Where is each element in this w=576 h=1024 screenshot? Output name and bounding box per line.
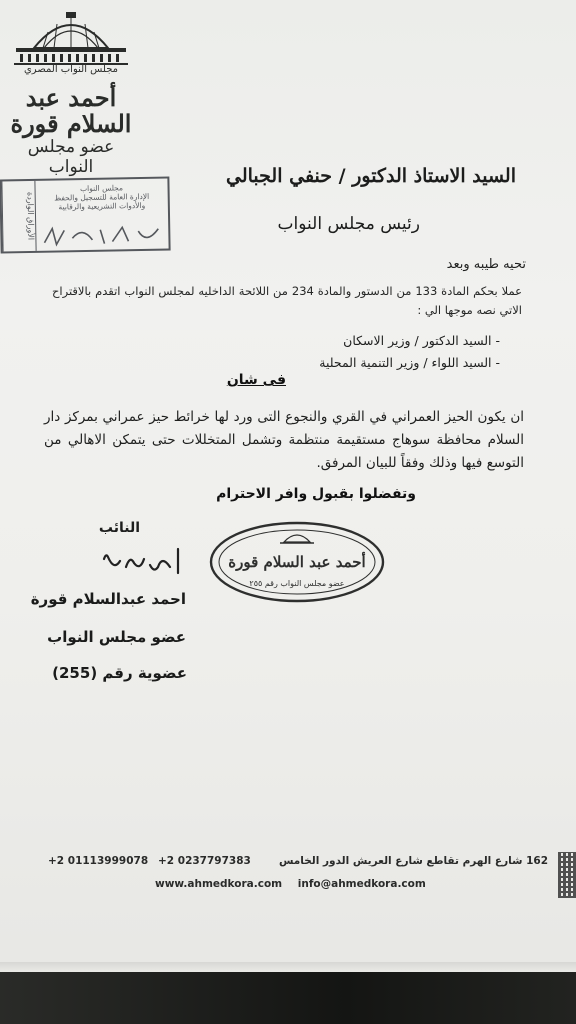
- representative-name-logo: أحمد عبد السلام قورة: [10, 83, 132, 138]
- signatory-role: عضو مجلس النواب: [47, 628, 186, 646]
- addressee-title: رئيس مجلس النواب: [277, 214, 420, 234]
- subject-label: فى شان: [226, 372, 286, 388]
- seal-caption: عضو مجلس النواب رقم ٢٥٥: [249, 579, 345, 588]
- addressee-heading: السيد الاستاذ الدكتور / حنفي الجبالي: [226, 165, 516, 187]
- stamp-line: والأدوات التشريعية والرقابية: [58, 200, 146, 212]
- membership-number: عضوية رقم (255): [52, 664, 187, 682]
- letterhead-logo: [4, 8, 138, 177]
- qr-code-icon: [558, 852, 576, 898]
- representative-title-logo: عضو مجلس النواب: [27, 137, 115, 177]
- footer-email-link[interactable]: info@ahmedkora.com: [297, 878, 426, 890]
- seal-name: أحمد عبد السلام قورة: [228, 553, 366, 571]
- stamp-line: مجلس النواب: [79, 183, 124, 194]
- footer-phone-mobile[interactable]: +2 01113999078: [48, 855, 149, 867]
- handwritten-signature: [100, 545, 184, 577]
- intro-paragraph: عملا بحكم المادة 133 من الدستور والمادة 234 من اللائحة الداخليه لمجلس النواب اتقدم بالاقتراح الاتي نصه موجها الي :: [52, 284, 523, 317]
- closing-line: وتفضلوا بقبول وافر الاحترام: [216, 486, 416, 502]
- footer-address: 162 شارع الهرم تقاطع شارع العريش الدور الخامس: [278, 855, 548, 867]
- recipients-list: [319, 330, 500, 374]
- stamp-handwriting: [42, 223, 162, 249]
- stamp-text: [39, 183, 163, 212]
- parliament-dome-icon: [12, 8, 130, 66]
- incoming-stamp: [0, 177, 171, 254]
- proposal-body: ان يكون الحيز العمراني في القري والنجوع التى ورد لها خرائط حيز عمراني بمركز دار السلام محافظة سوهاج مستقيمة منتظمة وتشمل المتخللات حتى يتمكن الاهالي من التوسع فيها وذلك وفقاً للبيان المرفق.: [44, 409, 524, 471]
- footer-web: [155, 878, 426, 890]
- footer-website-link[interactable]: www.ahmedkora.com: [155, 878, 283, 890]
- signatory-name: احمد عبدالسلام قورة: [30, 590, 186, 608]
- greeting: تحيه طيبه وبعد: [446, 257, 526, 272]
- stamp-line: الإدارة العامة للتسجيل والحفظ: [54, 191, 150, 203]
- recipient-item: - السيد الدكتور / وزير الاسكان: [319, 330, 500, 352]
- recipient-item: - السيد اللواء / وزير التنمية المحلية: [319, 352, 500, 374]
- parliament-name: مجلس النواب المصري: [23, 64, 119, 75]
- official-seal: [208, 520, 386, 604]
- footer-phone-landline[interactable]: +2 0237797383: [158, 855, 251, 867]
- signature-label: النائب: [98, 520, 140, 536]
- background-surface: [0, 972, 576, 1024]
- stamp-side-label: الأوراق الواردة: [1, 181, 36, 252]
